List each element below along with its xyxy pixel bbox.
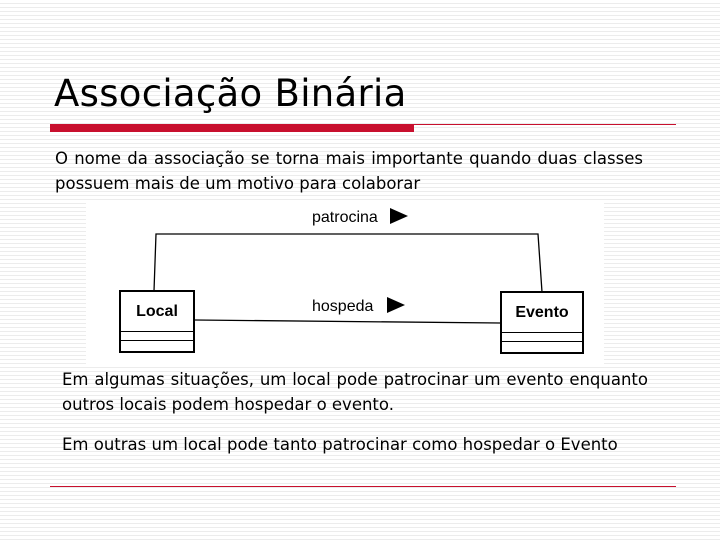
association-line-patrocina [154, 234, 542, 292]
association-label-patrocina: patrocina [312, 209, 378, 226]
direction-arrow-icon [390, 208, 408, 224]
title-underline-bar [50, 124, 414, 132]
title-underline-line [414, 124, 676, 125]
slide-title: Associação Binária [54, 72, 407, 115]
paragraph-hospedar: Em outras um local pode tanto patrocinar como hospedar o Evento [62, 435, 618, 454]
operations-compartment [121, 341, 193, 350]
uml-diagram [86, 200, 604, 366]
attributes-compartment [502, 333, 582, 342]
paragraph-patrocinar: Em algumas situações, um local pode patrocinar um evento enquanto outros locais podem hospedar o evento. [62, 370, 648, 414]
uml-class-local [119, 290, 195, 353]
association-label-hospeda: hospeda [312, 298, 374, 315]
operations-compartment [502, 342, 582, 351]
uml-class-evento [500, 291, 584, 354]
direction-arrow-icon [387, 297, 405, 313]
association-line-hospeda [195, 320, 500, 323]
attributes-compartment [121, 332, 193, 341]
intro-text: O nome da associação se torna mais importante quando duas classes possuem mais de um motivo para colaborar [55, 149, 643, 193]
class-name-evento: Evento [502, 293, 582, 333]
class-name-local: Local [121, 292, 193, 332]
bottom-rule [50, 486, 676, 487]
